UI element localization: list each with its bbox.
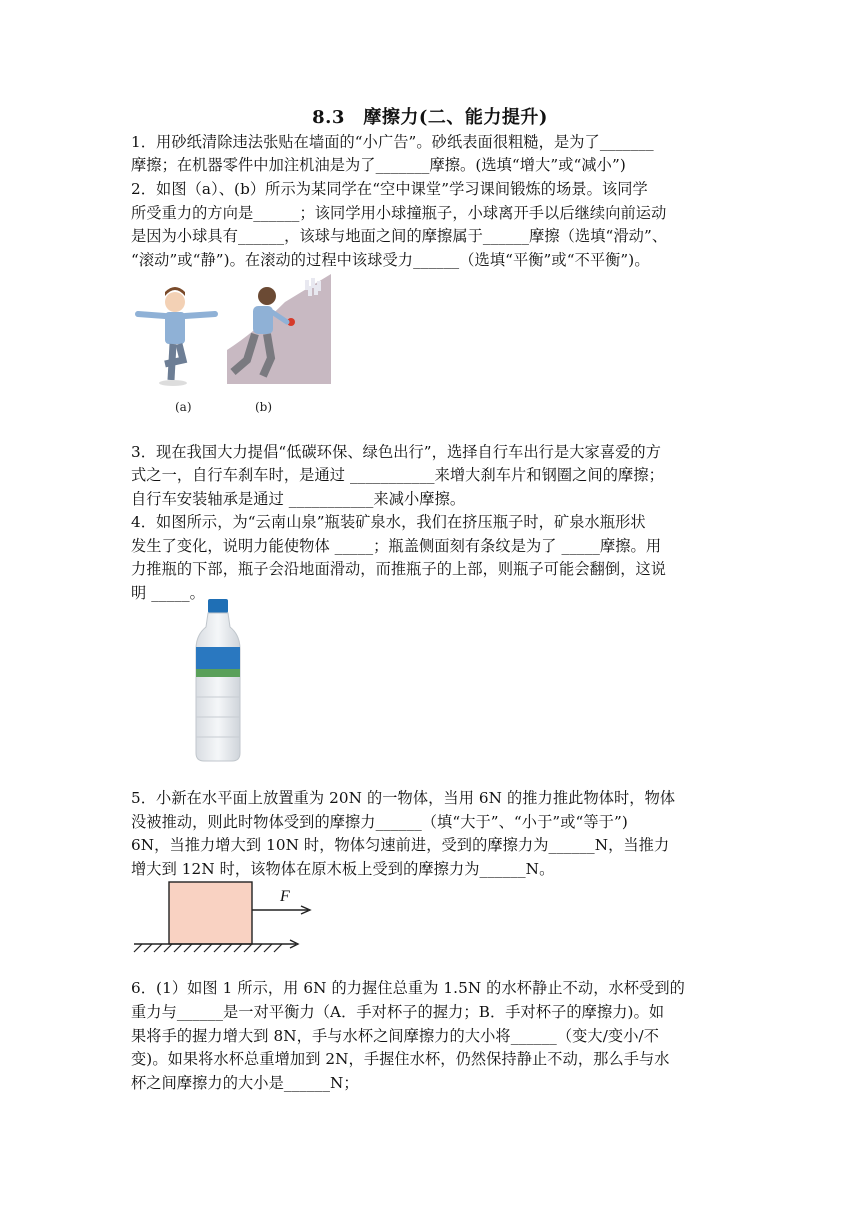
- q2-line-1: 2．如图（a）、(b）所示为某同学在“空中课堂”学习课间锻炼的场景。该同学: [131, 180, 648, 198]
- q4-line-2: 发生了变化，说明力能使物体 _____；瓶盖侧面刻有条纹是为了 _____摩擦。用: [131, 537, 662, 555]
- q2-line-2: 所受重力的方向是______；该同学用小球撞瓶子，小球离开手以后继续向前运动: [131, 204, 667, 222]
- figure-a-caption: (a): [175, 400, 192, 414]
- figure-b-caption: (b): [255, 400, 273, 414]
- q6-line-2: 重力与______是一对平衡力（A．手对杯子的握力；B．手对杯子的摩擦力)。如: [131, 1003, 665, 1021]
- q4-line-1: 4．如图所示，为“云南山泉”瓶装矿泉水，我们在挤压瓶子时，矿泉水瓶形状: [131, 513, 646, 531]
- water-bottle-figure: [192, 597, 244, 763]
- q3-line-3: 自行车安装轴承是通过 ___________来减小摩擦。: [131, 490, 466, 508]
- q3-line-1: 3．现在我国大力提倡“低碳环保、绿色出行”，选择自行车出行是大家喜爱的方: [131, 443, 661, 461]
- force-label: F: [280, 888, 290, 905]
- q5-line-1: 5．小新在水平面上放置重为 20N 的一物体，当用 6N 的推力推此物体时，物体: [131, 789, 676, 807]
- q6-line-4: 变)。如果将水杯总重增加到 2N，手握住水杯，仍然保持静止不动，那么手与水: [131, 1050, 670, 1068]
- q5-line-4: 增大到 12N 时，该物体在原木板上受到的摩擦力为______N。: [131, 860, 555, 878]
- q2-line-4: “滚动”或“静”)。在滚动的过程中该球受力______（选填“平衡”或“不平衡”)。: [131, 251, 650, 269]
- q3-line-2: 式之一，自行车刹车时，是通过 ___________来增大刹车片和钢圈之间的摩擦；: [131, 466, 664, 484]
- q1-line-1: 1．用砂纸清除违法张贴在墙面的“小广告”。砂纸表面很粗糙，是为了_______: [131, 133, 654, 151]
- block-push-figure: [130, 880, 320, 960]
- water-bottle-illustration: [192, 597, 244, 763]
- ground-hatching: [134, 944, 282, 952]
- q5-line-3: 6N，当推力增大到 10N 时，物体匀速前进，受到的摩擦力为______N，当推力: [131, 836, 670, 854]
- q5-line-2: 没被推动，则此时物体受到的摩擦力______（填“大于”、“小于”或“等于”): [131, 813, 628, 831]
- block: [169, 882, 252, 944]
- q6-line-3: 果将手的握力增大到 8N，手与水杯之间摩擦力的大小将______（变大/变小/不: [131, 1027, 660, 1045]
- page-title: 8.3 摩擦力(二、能力提升): [312, 107, 548, 128]
- q4-line-4: 明 _____。: [131, 584, 205, 602]
- person-a-illustration: [138, 287, 215, 386]
- bottle-cap: [208, 599, 228, 613]
- q2-figure: [135, 272, 335, 418]
- q4-line-3: 力推瓶的下部，瓶子会沿地面滑动，而推瓶子的上部，则瓶子可能会翻倒，这说: [131, 560, 667, 578]
- q2-line-3: 是因为小球具有______，该球与地面之间的摩擦属于______摩擦（选填“滑动”、: [131, 227, 668, 245]
- q1-line-2: 摩擦；在机器零件中加注机油是为了_______摩擦。(选填“增大”或“减小”): [131, 156, 626, 174]
- q6-line-5: 杯之间摩擦力的大小是______N；: [131, 1074, 359, 1092]
- exercise-scene-illustration: [135, 272, 335, 418]
- q6-line-1: 6．(1）如图 1 所示，用 6N 的力握住总重为 1.5N 的水杯静止不动，水杯受到的: [131, 979, 685, 997]
